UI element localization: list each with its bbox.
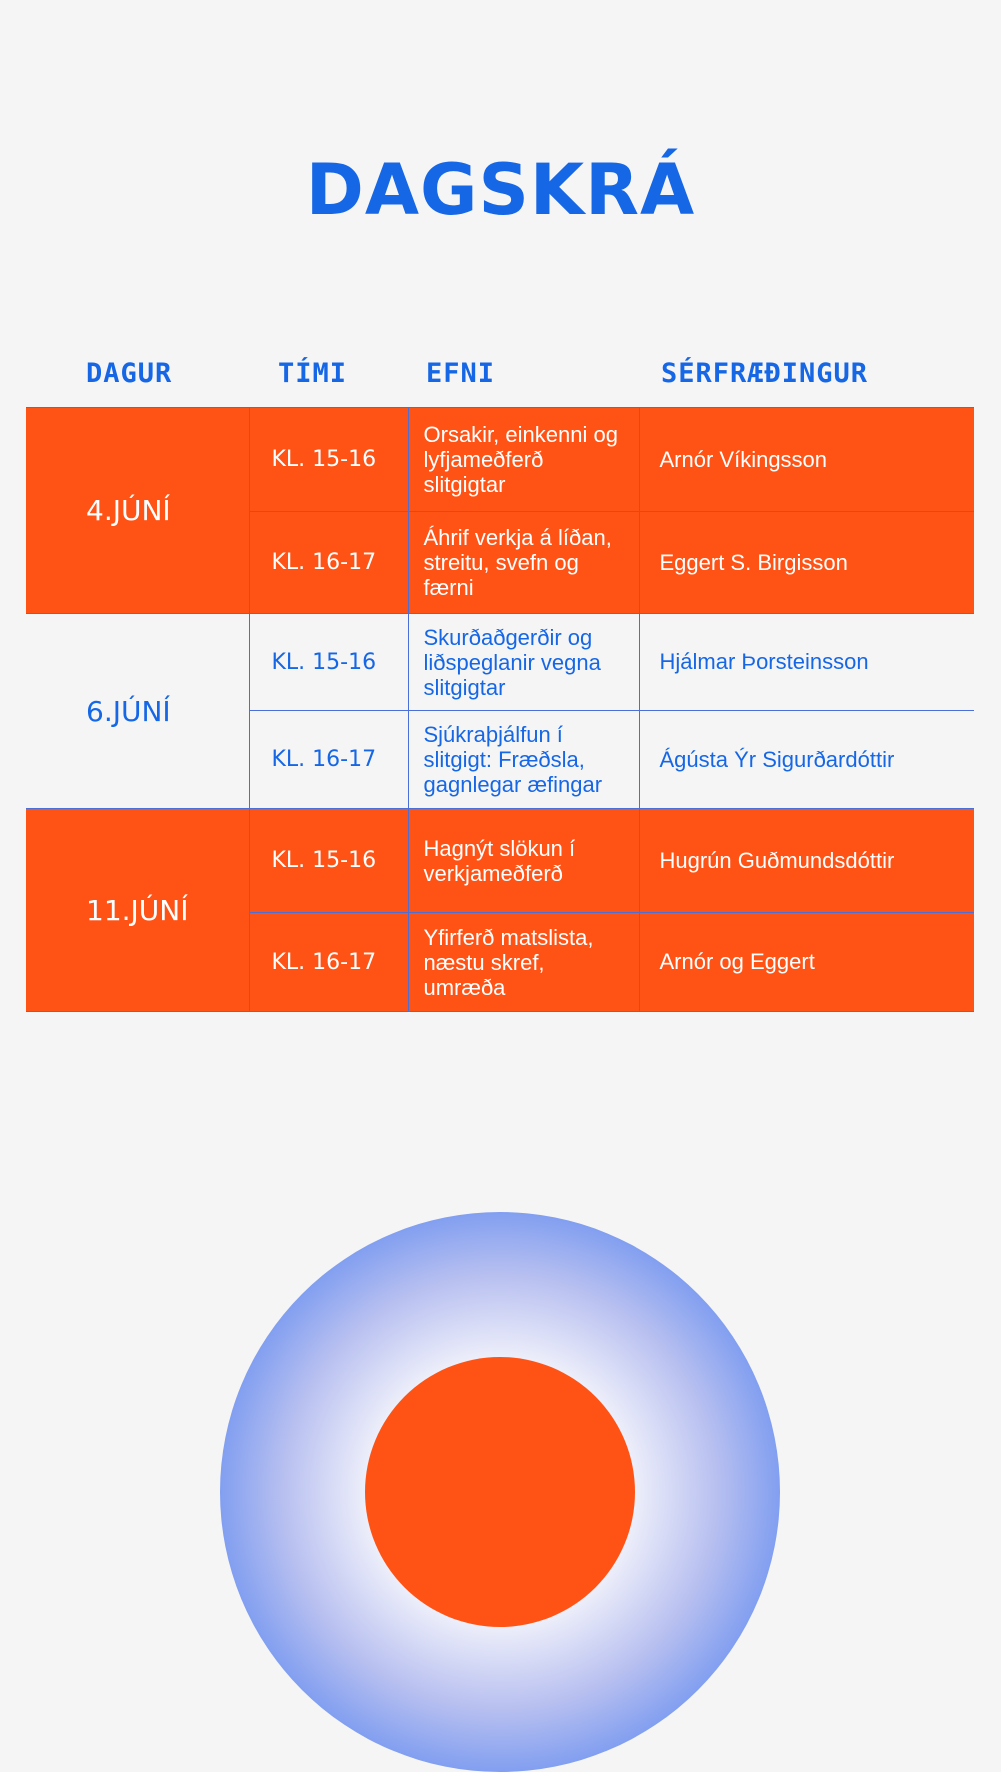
topic-cell: Skurðaðgerðir og liðspeglanir vegna slitgigtar xyxy=(408,614,639,711)
expert-cell: Eggert S. Birgisson xyxy=(639,512,974,614)
orange-circle-graphic xyxy=(365,1357,635,1627)
page-title: DAGSKRÁ xyxy=(305,149,696,231)
topic-cell: Hagnýt slökun í verkjameðferð xyxy=(408,809,639,913)
time-cell: KL. 16-17 xyxy=(249,512,408,614)
header-topic: EFNI xyxy=(426,358,496,389)
day-cell: 11.JÚNÍ xyxy=(26,809,249,1012)
day-cell: 4.JÚNÍ xyxy=(26,408,249,614)
topic-cell: Áhrif verkja á líðan, streitu, svefn og færni xyxy=(408,512,639,614)
expert-cell: Arnór og Eggert xyxy=(639,913,974,1012)
expert-cell: Hugrún Guðmundsdóttir xyxy=(639,809,974,913)
table-row xyxy=(26,408,974,512)
topic-cell: Orsakir, einkenni og lyfjameðferð slitgigtar xyxy=(408,408,639,512)
header-expert: SÉRFRÆÐINGUR xyxy=(661,358,869,389)
expert-cell: Arnór Víkingsson xyxy=(639,408,974,512)
table-row xyxy=(26,614,974,711)
header-time: TÍMI xyxy=(278,358,348,389)
topic-cell: Yfirferð matslista, næstu skref, umræða xyxy=(408,913,639,1012)
time-cell: KL. 16-17 xyxy=(249,913,408,1012)
time-cell: KL. 16-17 xyxy=(249,711,408,809)
topic-cell: Sjúkraþjálfun í slitgigt: Fræðsla, gagnlegar æfingar xyxy=(408,711,639,809)
time-cell: KL. 15-16 xyxy=(249,809,408,913)
header-day: DAGUR xyxy=(86,358,173,389)
expert-cell: Hjálmar Þorsteinsson xyxy=(639,614,974,711)
schedule-table xyxy=(26,407,974,1012)
day-cell: 6.JÚNÍ xyxy=(26,614,249,809)
expert-cell: Ágústa Ýr Sigurðardóttir xyxy=(639,711,974,809)
table-row xyxy=(26,809,974,913)
time-cell: KL. 15-16 xyxy=(249,408,408,512)
time-cell: KL. 15-16 xyxy=(249,614,408,711)
